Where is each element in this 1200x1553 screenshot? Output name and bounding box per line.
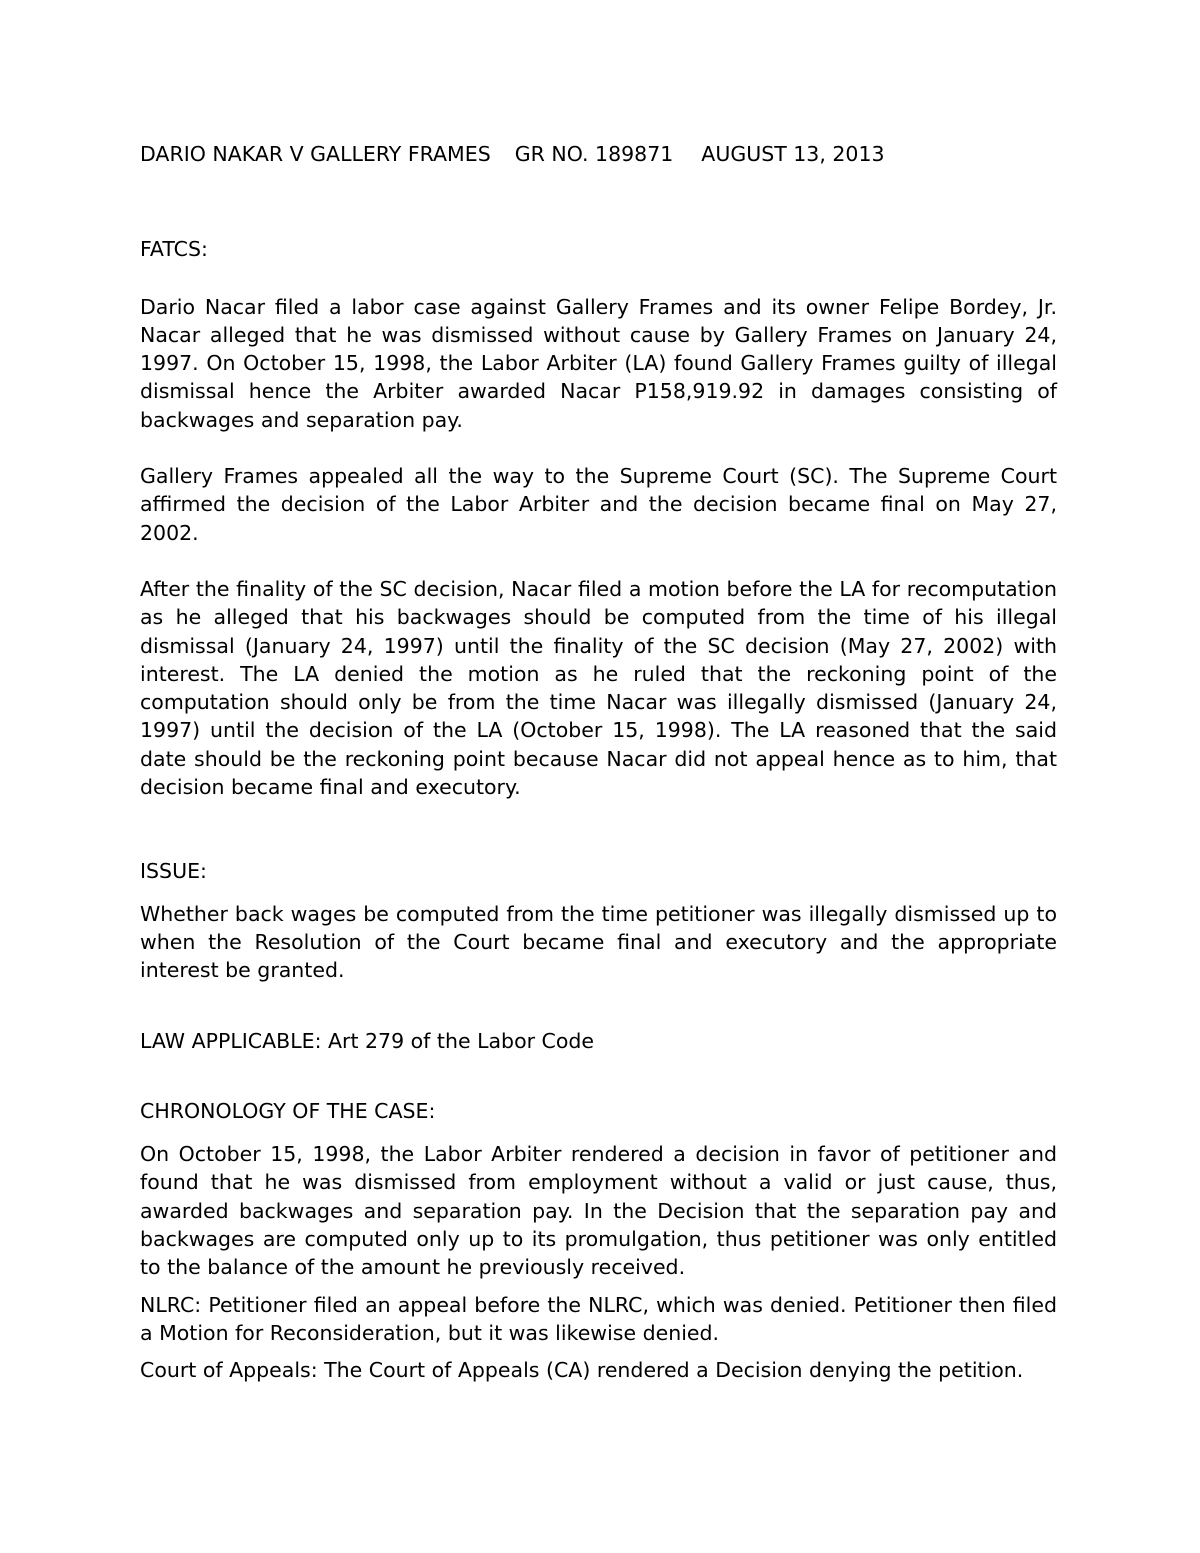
case-date: AUGUST 13, 2013 [701,142,885,166]
case-name: DARIO NAKAR V GALLERY FRAMES [140,142,491,166]
chronology-paragraph: Court of Appeals: The Court of Appeals (CA) rendered a Decision denying the petition. [140,1358,1024,1383]
chronology-paragraph: On October 15, 1998, the Labor Arbiter rendered a decision in favor of petitioner and found that he was dismissed from employment without a valid or just cause, thus, awarded backwages and separation pay. In the Decision that the separation pay and backwages are computed only up to its promulgation, thus petitioner was only entitled to the balance of the amount he previously received. [140,1142,1057,1280]
facts-paragraph: Dario Nacar filed a labor case against Gallery Frames and its owner Felipe Bordey, Jr. Nacar alleged that he was dismissed without cause by Gallery Frames on January 24, 1997. On October 15, 1998, the Labor Arbiter (LA) found Gallery Frames guilty of illegal dismissal hence the Arbiter awarded Nacar P158,919.92 in damages consisting of backwages and separation pay. [140,294,1057,432]
document-page [140,140,1057,1385]
issue-text: Whether back wages be computed from the time petitioner was illegally dismissed up to when the Resolution of the Court became final and executory and the appropriate interest be granted. [140,901,1057,983]
chronology-paragraph: NLRC: Petitioner filed an appeal before the NLRC, which was denied. Petitioner then filed a Motion for Reconsideration, but it was likewise denied. [140,1292,1057,1345]
facts-heading: FATCS: [140,237,208,262]
chronology-heading: CHRONOLOGY OF THE CASE: [140,1098,436,1123]
facts-paragraph: After the finality of the SC decision, Nacar filed a motion before the LA for recomputation as he alleged that his backwages should be computed from the time of his illegal dismissal (January 24, 1997) until the finality of the SC decision (May 27, 2002) with interest. The LA denied the motion as he ruled that the reckoning point of the computation should only be from the time Nacar was illegally dismissed (January 24, 1997) until the decision of the LA (October 15, 1998). The LA reasoned that the said date should be the reckoning point because Nacar did not appeal hence as to him, that decision became final and executory. [140,576,1057,800]
issue-heading: ISSUE: [140,859,207,884]
case-gr-number: GR NO. 189871 [514,142,674,166]
law-applicable: LAW APPLICABLE: Art 279 of the Labor Code [140,1028,595,1053]
case-title [140,140,1057,168]
facts-paragraph: Gallery Frames appealed all the way to the Supreme Court (SC). The Supreme Court affirmed the decision of the Labor Arbiter and the decision became final on May 27, 2002. [140,464,1057,545]
